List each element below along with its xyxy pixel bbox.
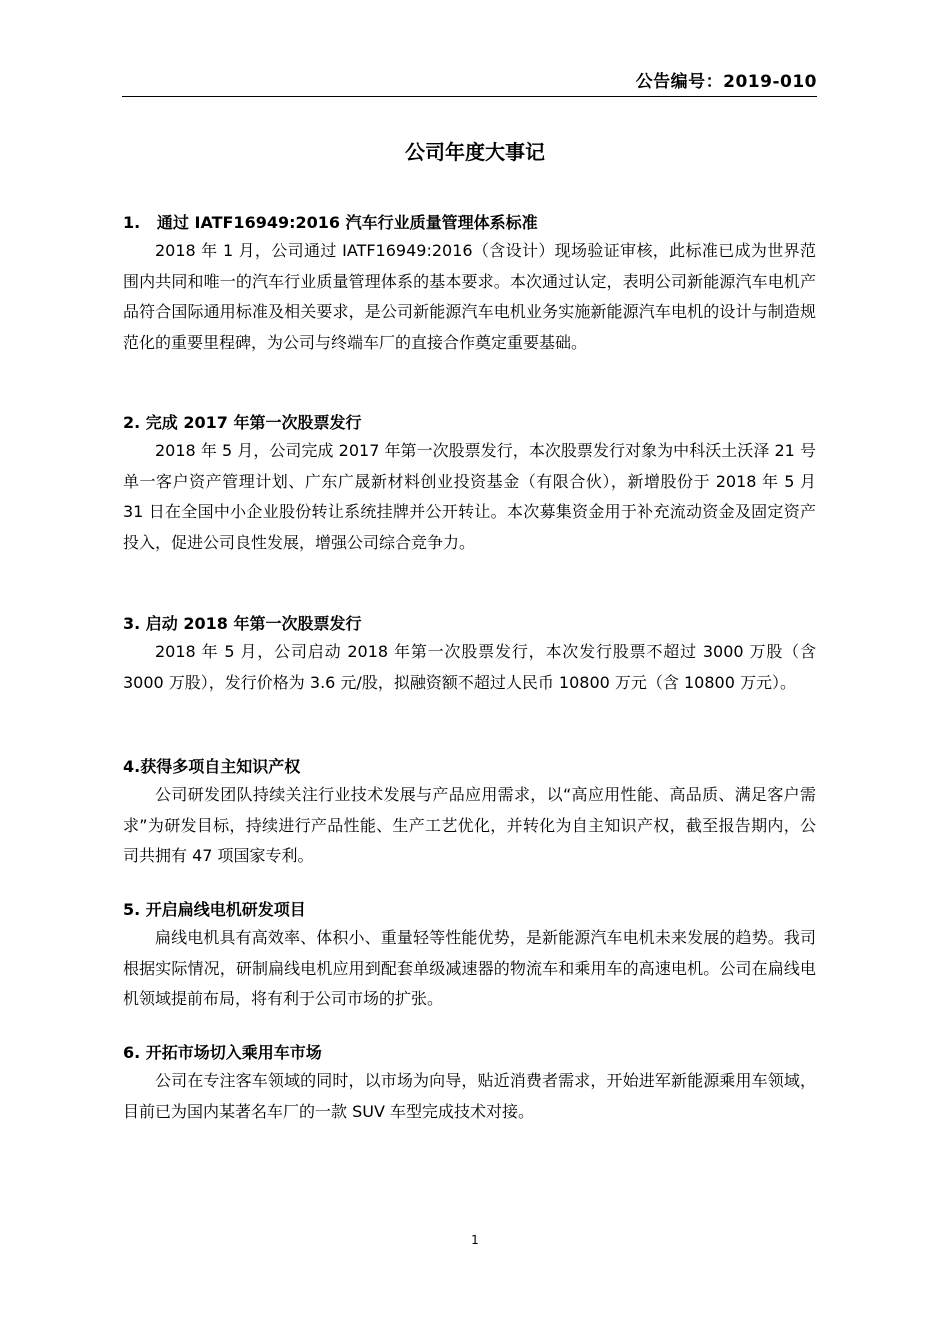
section-3 (123, 613, 816, 698)
section-heading: 5. 开启扁线电机研发项目 (123, 900, 306, 919)
section-heading: 4.获得多项自主知识产权 (123, 757, 301, 776)
section-1 (123, 212, 816, 358)
section-heading: 3. 启动 2018 年第一次股票发行 (123, 614, 362, 633)
section-body: 2018 年 5 月，公司启动 2018 年第一次股票发行，本次发行股票不超过 3000 万股（含 3000 万股），发行价格为 3.6 元/股，拟融资额不超过人民币 10800 万元（含 10800 万元）。 (123, 642, 816, 692)
document-title: 公司年度大事记 (405, 140, 545, 164)
section-5 (123, 899, 816, 1015)
section-2 (123, 412, 816, 558)
section-body: 2018 年 5 月，公司完成 2017 年第一次股票发行，本次股票发行对象为中科沃土沃泽 21 号单一客户资产管理计划、广东广晟新材料创业投资基金（有限合伙），新增股份于 2018 年 5 月 31 日在全国中小企业股份转让系统挂牌并公开转让。本次募集资金用于补充流动资金及固定资产投入，促进公司良性发展，增强公司综合竞争力。 (123, 441, 816, 552)
section-4 (123, 756, 816, 872)
section-body: 扁线电机具有高效率、体积小、重量轻等性能优势，是新能源汽车电机未来发展的趋势。我司根据实际情况，研制扁线电机应用到配套单级减速器的物流车和乘用车的高速电机。公司在扁线电机领域提前布局，将有利于公司市场的扩张。 (123, 928, 816, 1009)
section-heading: 6. 开拓市场切入乘用车市场 (123, 1043, 322, 1062)
section-body: 公司在专注客车领域的同时，以市场为向导，贴近消费者需求，开始进军新能源乘用车领域，目前已为国内某著名车厂的一款 SUV 车型完成技术对接。 (123, 1071, 816, 1121)
section-6 (123, 1042, 816, 1127)
announcement-number: 公告编号：2019-010 (635, 72, 817, 92)
section-body: 2018 年 1 月，公司通过 IATF16949:2016（含设计）现场验证审核，此标准已成为世界范围内共同和唯一的汽车行业质量管理体系的基本要求。本次通过认定，表明公司新能源汽车电机产品符合国际通用标准及相关要求，是公司新能源汽车电机业务实施新能源汽车电机的设计与制造规范化的重要里程碑，为公司与终端车厂的直接合作奠定重要基础。 (123, 241, 816, 352)
section-heading: 1. 通过 IATF16949:2016 汽车行业质量管理体系标准 (123, 213, 538, 232)
page-header (122, 60, 817, 97)
page-number: 1 (471, 1233, 479, 1247)
section-body: 公司研发团队持续关注行业技术发展与产品应用需求，以“高应用性能、高品质、满足客户需求”为研发目标，持续进行产品性能、生产工艺优化，并转化为自主知识产权，截至报告期内，公司共拥有 47 项国家专利。 (123, 785, 816, 866)
section-heading: 2. 完成 2017 年第一次股票发行 (123, 413, 362, 432)
